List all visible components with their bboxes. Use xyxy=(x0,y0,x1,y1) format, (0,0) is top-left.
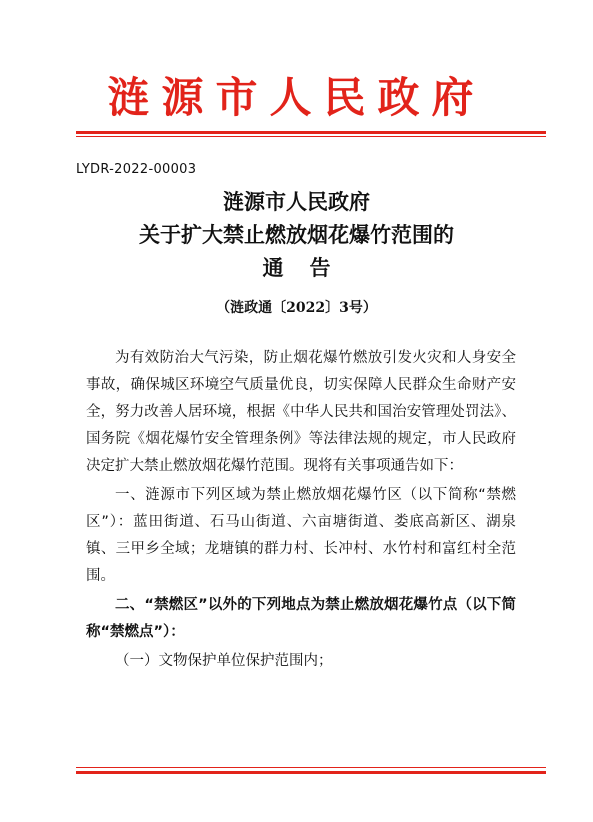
document-body xyxy=(86,345,516,675)
document-number: LYDR-2022-00003 xyxy=(76,162,197,177)
title-line-2: 关于扩大禁止燃放烟花爆竹范围的 xyxy=(139,222,454,247)
masthead-rule-thick xyxy=(76,131,546,134)
paragraph-item-2: 二、“禁燃区”以外的下列地点为禁止燃放烟花爆竹点（以下简称“禁燃点”）： xyxy=(86,597,516,640)
title-line-3: 通告 xyxy=(262,255,357,280)
title-line-1: 涟源市人民政府 xyxy=(223,189,370,214)
footer-rule-thin xyxy=(76,767,546,768)
footer-rule-thick xyxy=(76,771,546,774)
masthead-title: 涟源市人民政府 xyxy=(107,73,486,122)
paragraph-item-1: 一、涟源市下列区域为禁止燃放烟花爆竹区（以下简称“禁燃区”）：蓝田街道、石马山街道、六亩塘街道、娄底高新区、湖泉镇、三甲乡全域；龙塘镇的群力村、长冲村、水竹村和富红村全范围。 xyxy=(86,487,516,584)
issue-number: （涟政通〔2022〕3号） xyxy=(216,300,377,316)
paragraph-intro: 为有效防治大气污染，防止烟花爆竹燃放引发火灾和人身安全事故，确保城区环境空气质量优良，切实保障人民群众生命财产安全，努力改善人居环境，根据《中华人民共和国治安管理处罚法》、国务院《烟花爆竹安全管理条例》等法律法规的规定，市人民政府决定扩大禁止燃放烟花爆竹范围。现将有关事项通告如下： xyxy=(86,350,516,474)
masthead-rule-thin xyxy=(76,136,546,137)
paragraph-sub-item-1: （一）文物保护单位保护范围内； xyxy=(115,653,333,669)
